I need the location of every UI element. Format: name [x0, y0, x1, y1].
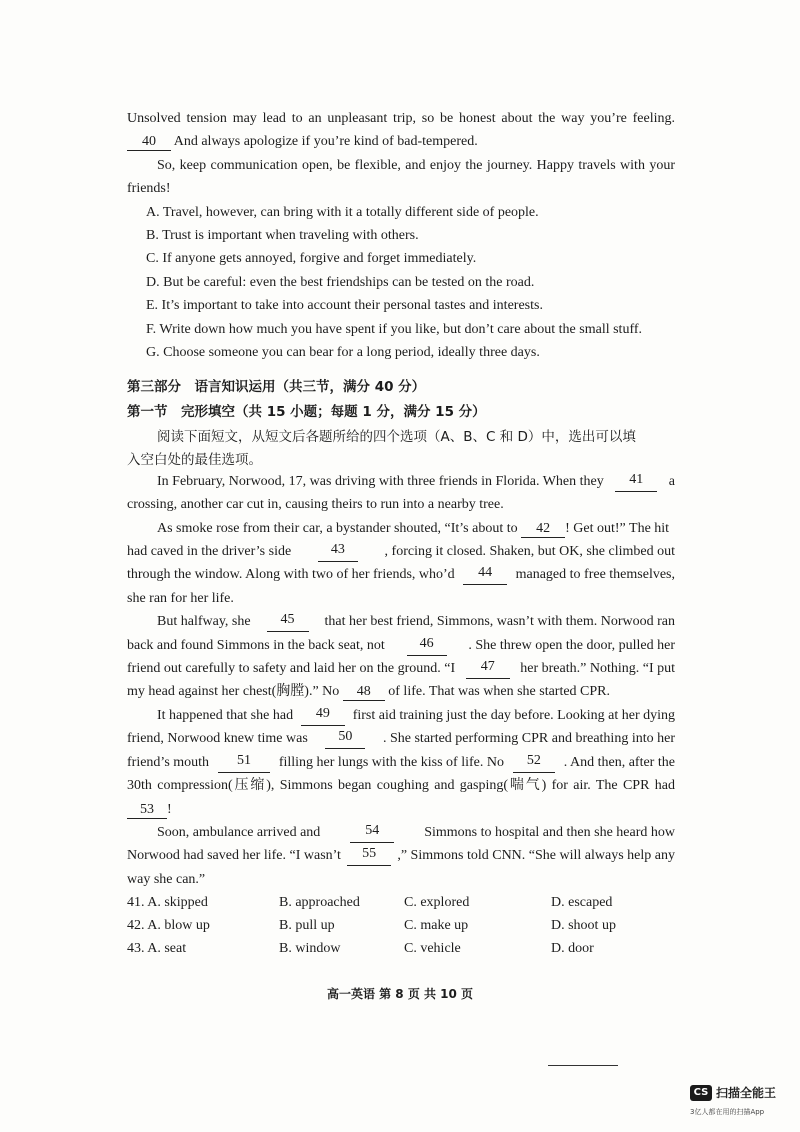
- passage-line: friends!: [127, 181, 171, 196]
- camscanner-icon: CS: [690, 1085, 712, 1101]
- answer-a: 43. A. seat: [127, 941, 187, 956]
- cloze-line: crossing, another car cut in, causing theirs to run into a nearby tree.: [127, 497, 504, 512]
- blank-42: 42: [521, 521, 565, 538]
- blank-46: 46: [407, 636, 447, 656]
- option-b: B. Trust is important when traveling with others.: [146, 228, 419, 243]
- cloze-text: ,” Simmons told CNN. “She will always help any: [397, 848, 675, 863]
- cloze-text: . She started performing CPR and breathing into her: [382, 731, 675, 746]
- answer-c: C. vehicle: [404, 941, 461, 956]
- cloze-text: It happened that she had: [157, 708, 294, 723]
- cloze-text: my head against her chest(胸膛).” No: [127, 684, 340, 699]
- cloze-text: her breath.” Nothing. “I put: [520, 661, 675, 676]
- option-e: E. It’s important to take into account their personal tastes and interests.: [146, 298, 543, 313]
- cloze-text: . She threw open the door, pulled her: [468, 638, 675, 653]
- passage-line: Unsolved tension may lead to an unpleasant trip, so be honest about the way you’re feeling.: [127, 111, 675, 126]
- instructions: 入空白处的最佳选项。: [127, 452, 262, 468]
- blank-48: 48: [343, 684, 385, 701]
- blank-52: 52: [513, 753, 555, 773]
- blank-55: 55: [347, 846, 391, 866]
- answer-b: B. window: [279, 941, 341, 956]
- option-f: F. Write down how much you have spent if you like, but don’t care about the small stuff.: [146, 322, 643, 337]
- blank-54: 54: [350, 823, 394, 843]
- cloze-text: Soon, ambulance arrived and: [157, 825, 321, 840]
- answer-b: B. approached: [279, 895, 360, 910]
- cloze-line: [157, 823, 675, 843]
- cloze-line: [127, 800, 172, 820]
- cloze-text: Simmons to hospital and then she heard how: [424, 825, 675, 840]
- option-d: D. But be careful: even the best friendships can be tested on the road.: [146, 275, 535, 290]
- cloze-line: [127, 846, 675, 866]
- answer-c: C. explored: [404, 895, 470, 910]
- cloze-text: Norwood had saved her life. “I wasn’t: [127, 848, 341, 863]
- option-a: A. Travel, however, can bring with it a totally different side of people.: [146, 205, 539, 220]
- blank-47: 47: [466, 659, 510, 679]
- passage-line: [127, 132, 478, 152]
- cloze-line: [127, 636, 675, 656]
- cloze-line: [157, 612, 675, 632]
- answer-c: C. make up: [404, 918, 469, 933]
- cloze-line: [127, 729, 675, 749]
- cloze-text: friend’s mouth: [127, 755, 210, 770]
- page-footer: 高一英语 第 8 页 共 10 页: [326, 987, 474, 1001]
- cloze-text: filling her lungs with the kiss of life. No: [278, 755, 504, 770]
- cloze-text: In February, Norwood, 17, was driving with three friends in Florida. When they: [157, 474, 604, 489]
- watermark-tagline: 3亿人都在用的扫描App: [690, 1108, 765, 1116]
- cloze-text: As smoke rose from their car, a bystander shouted, “It’s about to: [157, 521, 518, 536]
- answer-a: 42. A. blow up: [127, 918, 210, 933]
- cloze-text: managed to free themselves,: [515, 567, 675, 582]
- option-g: G. Choose someone you can bear for a long period, ideally three days.: [146, 345, 540, 360]
- blank-51: 51: [218, 753, 270, 773]
- blank-43: 43: [318, 542, 358, 562]
- blank-49: 49: [301, 706, 345, 726]
- option-c: C. If anyone gets annoyed, forgive and forget immediately.: [146, 251, 477, 266]
- answer-d: D. shoot up: [551, 918, 616, 933]
- answer-b: B. pull up: [279, 918, 335, 933]
- cloze-text: through the window. Along with two of her friends, who’d: [127, 567, 455, 582]
- passage-line: So, keep communication open, be flexible, and enjoy the journey. Happy travels with your: [157, 158, 675, 173]
- answer-a: 41. A. skipped: [127, 895, 208, 910]
- blank-53: 53: [127, 802, 167, 819]
- cloze-text: a: [668, 474, 675, 489]
- cloze-text: friend, Norwood knew time was: [127, 731, 308, 746]
- blank-44: 44: [463, 565, 507, 585]
- cloze-text: first aid training just the day before. Looking at her dying: [352, 708, 675, 723]
- cloze-text: . And then, after the: [563, 755, 675, 770]
- cloze-text: !: [167, 802, 172, 817]
- cloze-text: ! Get out!” The hit: [565, 521, 670, 536]
- cloze-text: , forcing it closed. Shaken, but OK, she climbed out: [384, 544, 675, 559]
- cloze-line: [157, 472, 675, 492]
- cloze-line: she ran for her life.: [127, 591, 234, 606]
- cloze-line: [127, 753, 675, 773]
- blank-50: 50: [325, 729, 365, 749]
- instructions: 阅读下面短文，从短文后各题所给的四个选项（A、B、C 和 D）中，选出可以填: [157, 429, 636, 445]
- cloze-text: of life. That was when she started CPR.: [388, 684, 611, 699]
- cloze-text: friend out carefully to safety and laid her on the ground. “I: [127, 661, 456, 676]
- answer-d: D. door: [551, 941, 594, 956]
- cloze-text: had caved in the driver’s side: [127, 544, 292, 559]
- cloze-line: [127, 565, 675, 585]
- passage-text: And always apologize if you’re kind of bad-tempered.: [173, 134, 478, 149]
- section-heading: 第三部分 语言知识运用（共三节，满分 40 分）: [127, 379, 426, 395]
- cloze-line: [127, 682, 610, 702]
- watermark-name: 扫描全能王: [716, 1086, 777, 1100]
- divider: [548, 1065, 618, 1066]
- blank-45: 45: [267, 612, 309, 632]
- subsection-heading: 第一节 完形填空（共 15 小题；每题 1 分，满分 15 分）: [127, 404, 486, 420]
- answer-d: D. escaped: [551, 895, 613, 910]
- cloze-line: way she can.”: [127, 872, 206, 887]
- blank-40: 40: [127, 134, 171, 151]
- cloze-text: back and found Simmons in the back seat, not: [127, 638, 385, 653]
- cloze-line: [127, 542, 675, 562]
- blank-41: 41: [615, 472, 657, 492]
- cloze-line: [157, 519, 669, 539]
- cloze-line: [127, 659, 675, 679]
- cloze-text: that her best friend, Simmons, wasn’t with them. Norwood ran: [324, 614, 675, 629]
- cloze-line: [157, 706, 675, 726]
- cloze-line: 30th compression(压缩), Simmons began coughing and gasping(喘气) for air. The CPR had: [127, 778, 675, 793]
- cloze-text: But halfway, she: [157, 614, 251, 629]
